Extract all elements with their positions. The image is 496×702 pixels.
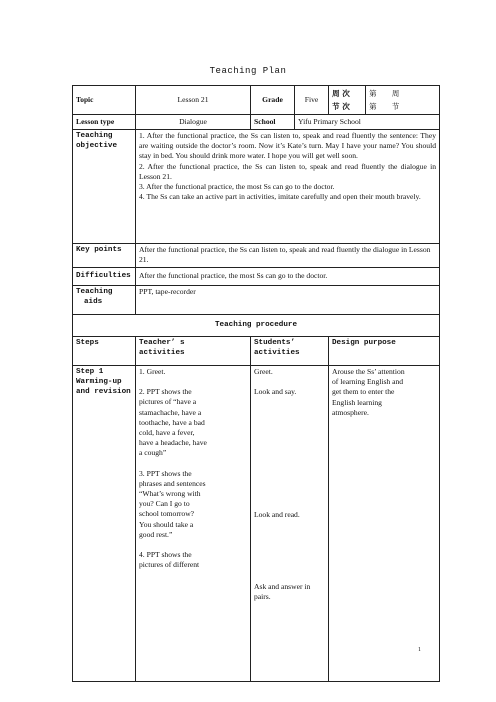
key-points-label: Key points <box>73 244 136 268</box>
teacher-activity-3-line2: phrases and sentences <box>139 478 206 488</box>
teacher-activity-2-line7: a cough” <box>139 448 167 458</box>
document-title: Teaching Plan <box>209 66 287 76</box>
procedure-heading: Teaching procedure <box>73 315 440 337</box>
procedure-heading-row <box>73 315 440 337</box>
difficulties-label: Difficulties <box>73 268 136 286</box>
topic-label: Topic <box>73 86 136 115</box>
objective-item-2: 2. After the functional practice, the Ss can listen to, speak and read fluently the dialogue in Lesson 21. <box>139 161 436 181</box>
topic-value: Lesson 21 <box>136 86 251 115</box>
col-teacher <box>136 337 251 366</box>
teacher-activity-2-line5: cold, have a fever, <box>139 428 195 438</box>
period-label: 节 次 <box>332 102 350 111</box>
teacher-activity-4-line1: 4. PPT shows the <box>139 550 192 560</box>
week-label: 周 次 <box>332 89 350 98</box>
objective-item-4: 4. The Ss can take an active part in activities, imitate carefully and open their mouth bravely. <box>139 192 421 202</box>
student-activity-4-line2: pairs. <box>254 591 271 601</box>
aids-row <box>73 286 440 315</box>
page-number: 1 <box>418 647 421 653</box>
col-teacher-line2: activities <box>139 349 185 358</box>
teacher-activity-2-line6: have a headache, have <box>139 438 207 448</box>
week-value: 第 周 <box>369 89 400 98</box>
teacher-activity-4-line2: pictures of different <box>139 560 200 570</box>
col-steps: Steps <box>73 337 136 366</box>
period-value: 第 节 <box>369 102 400 111</box>
teacher-activity-2-line2: pictures of “have a <box>139 397 197 407</box>
step-1-student-activities <box>251 366 329 682</box>
step-1-label <box>73 366 136 682</box>
school-value: Yifu Primary School <box>295 115 440 130</box>
step-1-teacher-activities <box>136 366 251 682</box>
design-purpose-line4: English learning <box>332 397 382 407</box>
teaching-plan-table <box>72 85 440 682</box>
student-activity-3: Look and read. <box>254 510 300 520</box>
school-label: School <box>251 115 295 130</box>
key-points-row <box>73 244 440 268</box>
week-period-labels <box>329 86 366 115</box>
aids-label <box>73 286 136 315</box>
objective-label-line1: Teaching <box>76 132 113 140</box>
col-design: Design purpose <box>329 337 440 366</box>
col-teacher-line1: Teacher’ s <box>139 339 185 347</box>
teacher-activity-1: 1. Greet. <box>139 367 166 376</box>
grade-value: Five <box>295 86 329 115</box>
difficulties-row <box>73 268 440 286</box>
aids-label-line1: Teaching <box>76 288 113 296</box>
lesson-type-value: Dialogue <box>136 115 251 130</box>
teacher-activity-3-line6: You should take a <box>139 519 194 529</box>
step-1-row <box>73 366 440 682</box>
col-students-line2: activities <box>254 349 300 358</box>
student-activity-1: Greet. <box>254 367 273 376</box>
lesson-type-row <box>73 115 440 130</box>
week-period-values <box>366 86 440 115</box>
teacher-activity-2-line3: stamachache, have a <box>139 407 202 417</box>
objective-item-3: 3. After the functional practice, the most Ss can go to the doctor. <box>139 182 335 192</box>
step-1-label-line2: Warming-up <box>76 378 122 387</box>
design-purpose-line5: atmosphere. <box>332 407 369 417</box>
objective-row <box>73 130 440 244</box>
objective-label-line2: objective <box>76 142 118 151</box>
difficulties-text: After the functional practice, the most Ss can go to the doctor. <box>136 268 440 286</box>
step-1-label-line3: and revision <box>76 388 131 397</box>
col-students-line1: Students’ <box>254 339 296 347</box>
objective-label <box>73 130 136 244</box>
lesson-type-label: Lesson type <box>73 115 136 130</box>
student-activity-4-line1: Ask and answer in <box>254 581 311 591</box>
procedure-columns-row <box>73 337 440 366</box>
teacher-activity-3-line4: you? Can I go to <box>139 499 190 509</box>
topic-row <box>73 86 440 115</box>
student-activity-2: Look and say. <box>254 387 297 397</box>
step-1-label-line1: Step 1 <box>76 368 104 376</box>
key-points-text: After the functional practice, the Ss can listen to, speak and read fluently the dialogue in Lesson 21. <box>136 244 440 268</box>
teacher-activity-3-line5: school tomorrow? <box>139 509 195 519</box>
objective-item-1: 1. After the functional practice, the Ss can listen to, speak and read fluently the sentence: They are waiting outside the doctor’s room. Now it’s Kate’s turn. May I have your name? You should stay in bed. You should drink more water. I hope you will get well soon. <box>139 131 436 161</box>
aids-text: PPT, tape-recorder <box>136 286 440 315</box>
teacher-activity-2-line4: toothache, have a bad <box>139 417 205 427</box>
design-purpose-line2: of learning English and <box>332 377 404 387</box>
teacher-activity-3-line3: “What’s wrong with <box>139 489 201 499</box>
design-purpose-line3: get them to enter the <box>332 387 395 397</box>
teacher-activity-3-line7: good rest.” <box>139 529 173 539</box>
teacher-activity-2-line1: 2. PPT shows the <box>139 387 192 397</box>
aids-label-line2: aids <box>84 298 103 307</box>
grade-label: Grade <box>251 86 295 115</box>
col-students <box>251 337 329 366</box>
step-1-design-purpose <box>329 366 440 682</box>
objective-content <box>136 130 440 244</box>
teacher-activity-3-line1: 3. PPT shows the <box>139 468 192 478</box>
design-purpose-line1: Arouse the Ss’ attention <box>332 367 405 376</box>
